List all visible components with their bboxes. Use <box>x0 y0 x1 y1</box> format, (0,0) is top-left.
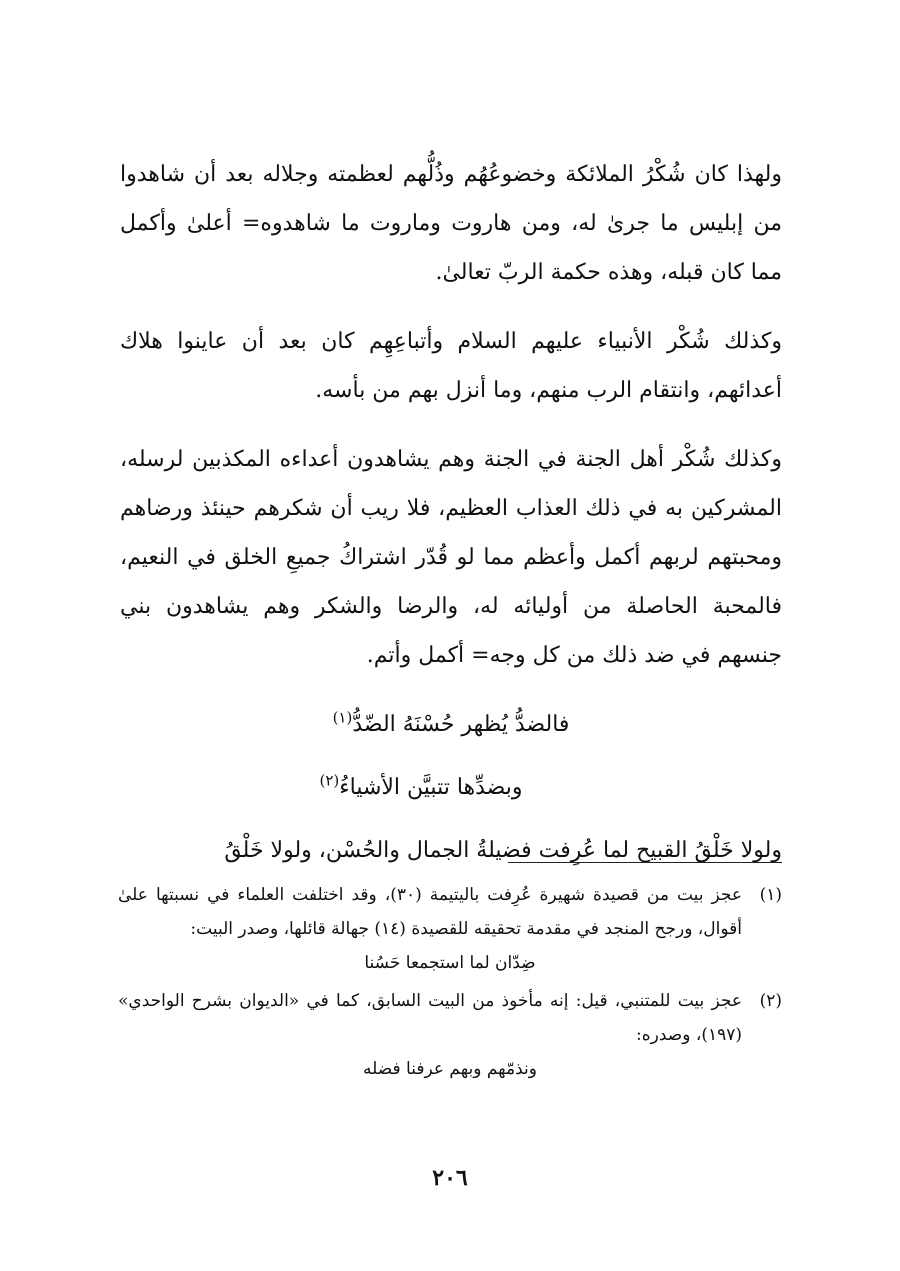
footnote-ref-2[interactable]: (٢) <box>319 771 340 790</box>
footnote-2 <box>118 984 782 1052</box>
verse-line-2 <box>120 763 782 812</box>
footnote-text: عجز بيت للمتنبي، قيل: إنه مأخوذ من البيت السابق، كما في «الديوان بشرح الواحدي» (١٩٧)، وصدره: <box>118 991 742 1045</box>
footnote-1 <box>118 878 782 946</box>
footnote-2-verse: ونذمّهم وبهم عرفنا فضله <box>363 1059 537 1079</box>
paragraph-3: وكذلك شُكْر أهل الجنة في الجنة وهم يشاهدون أعداءه المكذبين لرسله، المشركين به في ذلك العذاب العظيم، فلا ريب أن شكرهم حينئذ ورضاهم ومحبتهم لربهم أكمل وأعظم مما لو قُدّر اشتراكُ جميعِ الخلق في النعيم، فالمحبة الحاصلة من أوليائه له، والرضا والشكر وهم يشاهدون بني جنسهم في ضد ذلك من كل وجه= أكمل وأتم. <box>120 447 782 668</box>
footnote-number: (٢) <box>759 991 782 1011</box>
paragraph-4: ولولا خَلْقُ القبيح لما عُرِفت فضيلةُ الجمال والحُسْن، ولولا خَلْقُ <box>224 838 782 863</box>
verse-line-2-text: وبضدِّها تتبيَّن الأشياءُ <box>339 775 523 800</box>
footnote-text: عجز بيت من قصيدة شهيرة عُرِفت باليتيمة (٣٠)، وقد اختلفت العلماء في نسبتها علىٰ أقوال، ورجح المنجد في مقدمة تحقيقه للقصيدة (١٤) جهالة قائلها، وصدر البيت: <box>118 885 742 939</box>
footnote-ref-1[interactable]: (١) <box>332 708 353 727</box>
paragraph-2: وكذلك شُكْر الأنبياء عليهم السلام وأتباعِهِم كان بعد أن عاينوا هلاك أعدائهم، وانتقام الرب منهم، وما أنزل بهم من بأسه. <box>120 329 782 403</box>
footnotes <box>118 878 782 1090</box>
verse-line-1 <box>120 700 782 749</box>
paragraph-1: ولهذا كان شُكْرُ الملائكة وخضوعُهُم وذُلُّهم لعظمته وجلاله بعد أن شاهدوا من إبليس ما جرىٰ له، ومن هاروت وماروت ما شاهدوه= أعلىٰ وأكمل مما كان قبله، وهذه حكمة الربّ تعالىٰ. <box>120 162 782 285</box>
main-text <box>120 150 782 895</box>
footnote-number: (١) <box>759 885 782 905</box>
verse-line-1-text: فالضدُّ يُظهر حُسْنَهُ الضّدُّ <box>352 712 570 737</box>
footnote-1-verse: ضِدّان لما استجمعا حَسُنا <box>364 953 536 973</box>
page-number: ٢٠٦ <box>432 1165 468 1191</box>
footnote-separator <box>508 862 782 863</box>
